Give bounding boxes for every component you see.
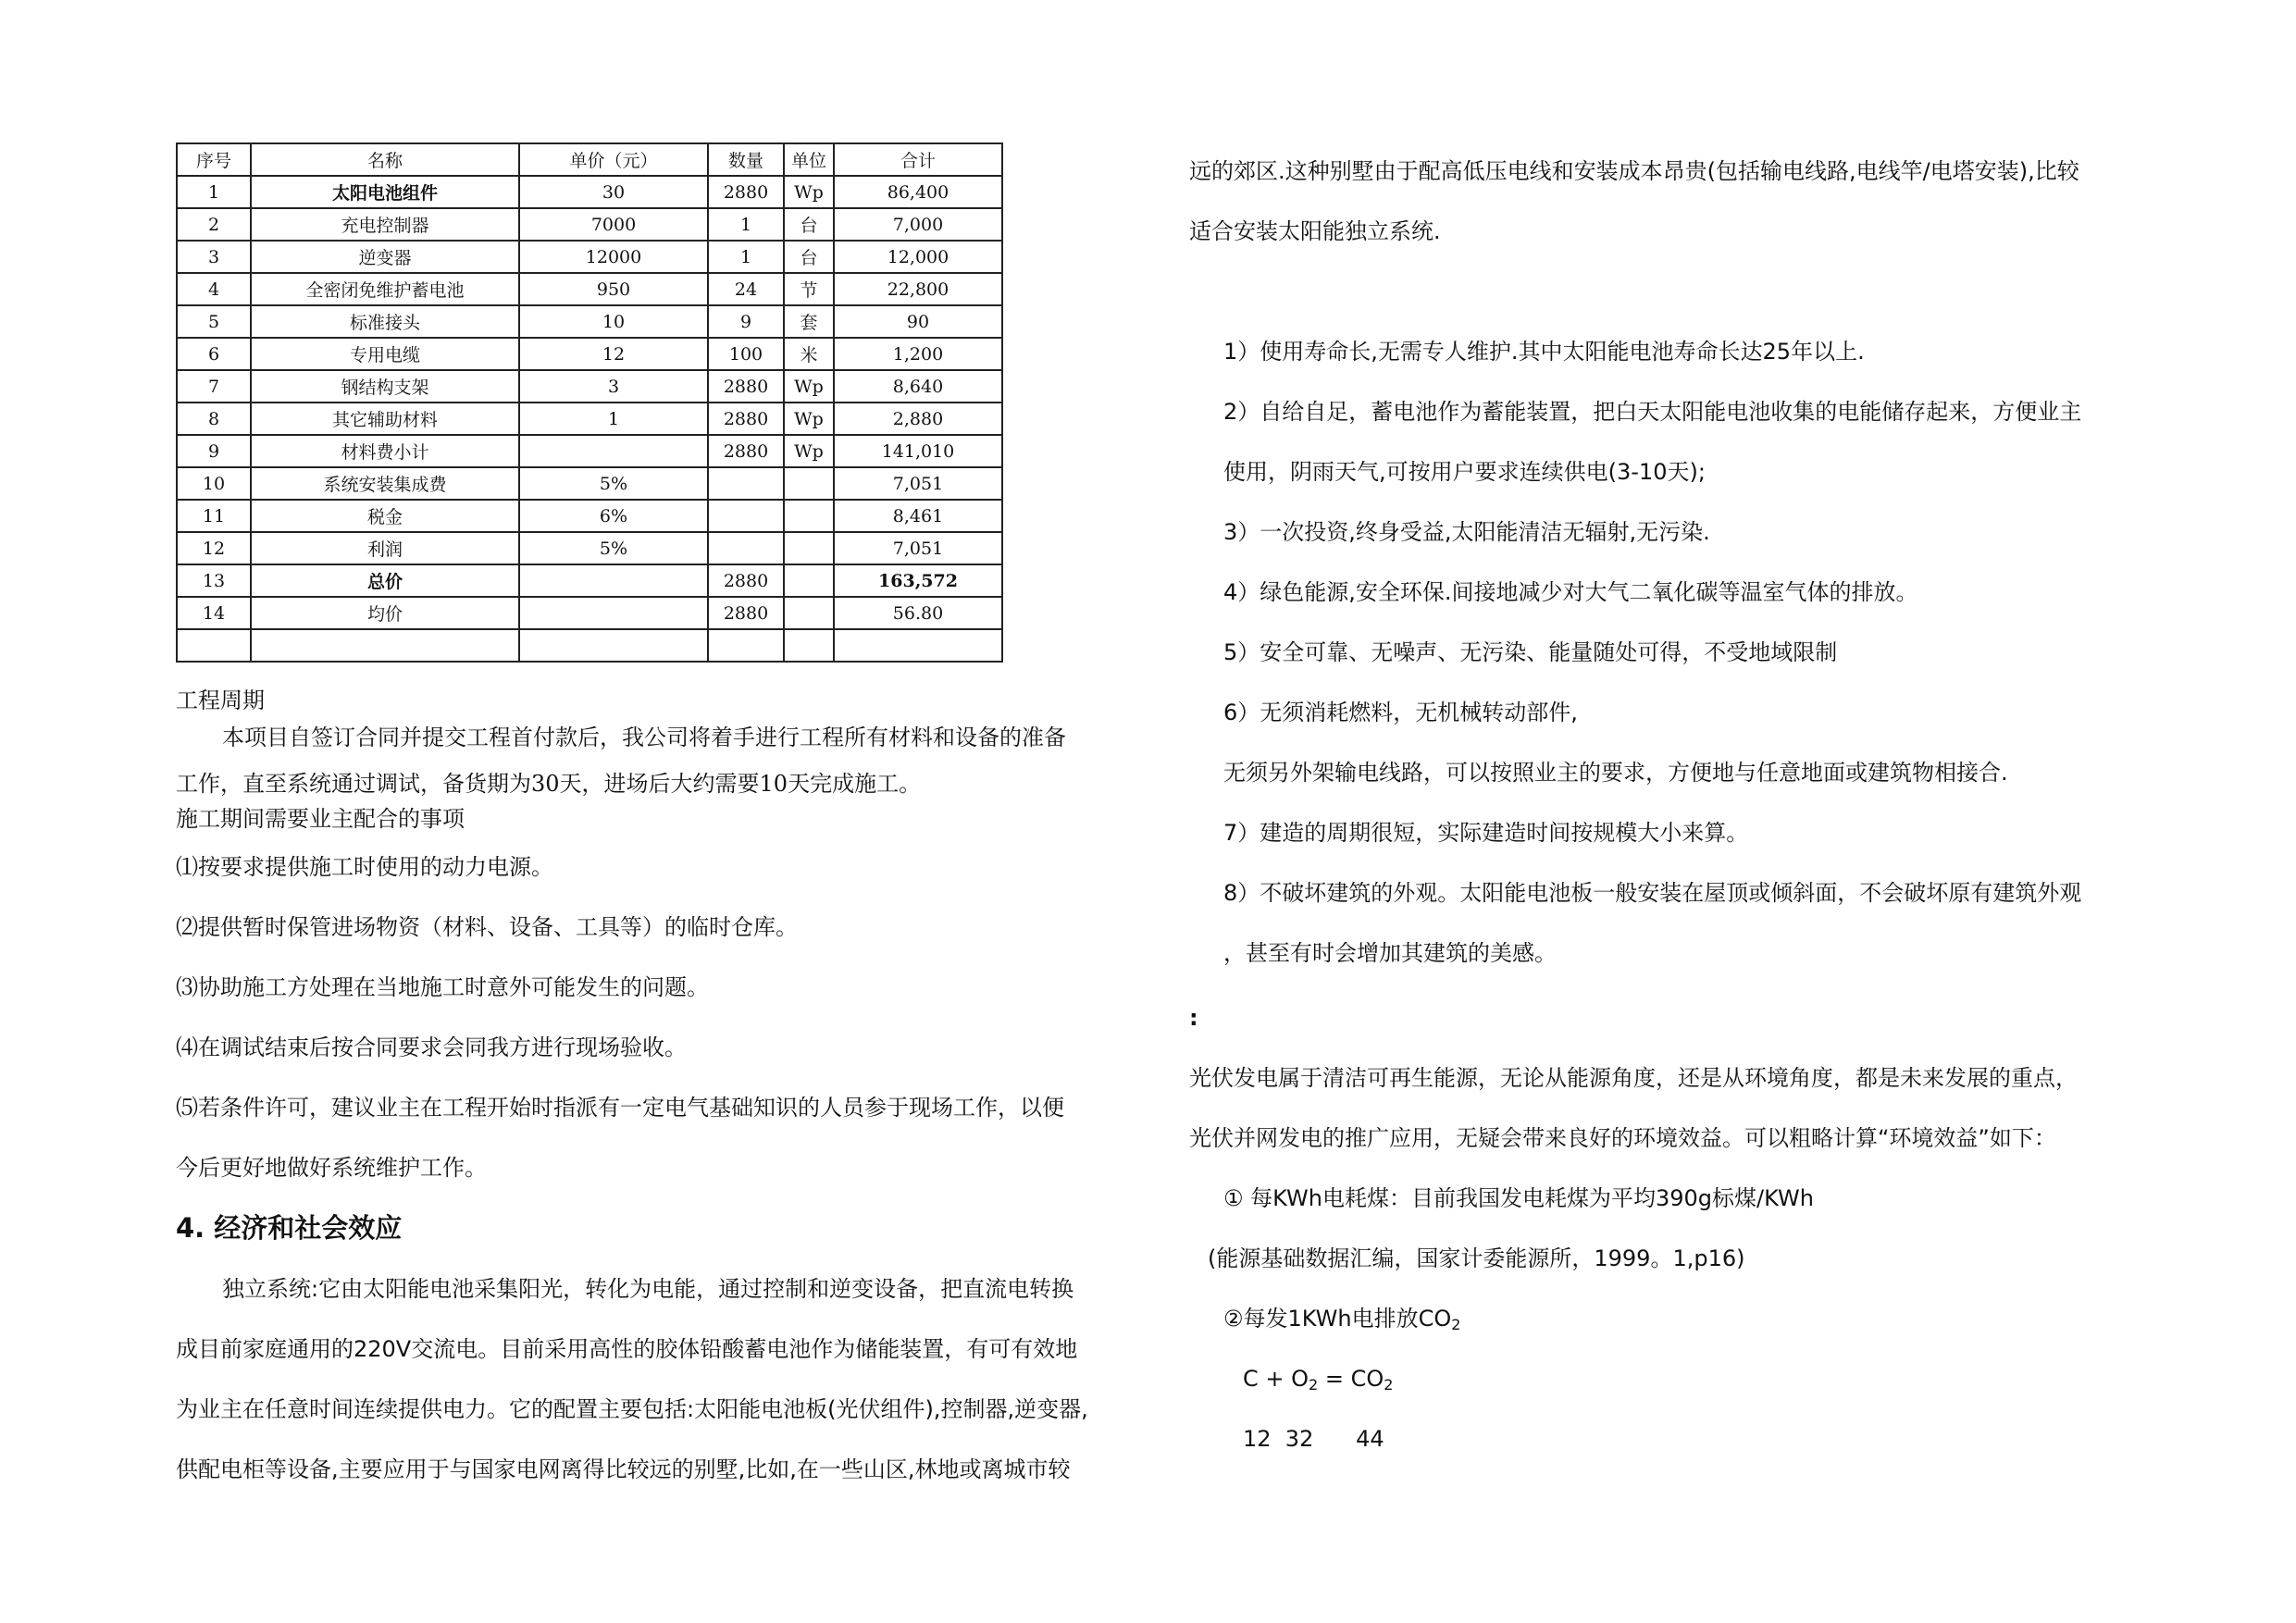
cooperation-item: ⑷在调试结束后按合同要求会同我方进行现场验收。 (176, 1035, 687, 1060)
table-cell: 2880 (708, 370, 784, 403)
table-row (177, 532, 1002, 564)
table-cell: 5% (519, 467, 708, 500)
table-cell (177, 629, 251, 662)
table-cell: 2 (177, 208, 251, 241)
independent-system-line: 适合安装太阳能独立系统. (1189, 218, 1441, 244)
co2-title-line (1223, 1305, 1460, 1332)
table-cell: Wp (784, 176, 834, 208)
table-row (177, 241, 1002, 273)
table-cell: 90 (834, 305, 1002, 338)
benefit-item: 使用，阴雨天气,可按用户要求连续供电(3-10天); (1223, 459, 1706, 485)
table-cell: 台 (784, 208, 834, 241)
table-cell: 全密闭免维护蓄电池 (251, 273, 519, 305)
table-row (177, 403, 1002, 435)
table-cell: 86,400 (834, 176, 1002, 208)
table-cell: 163,572 (834, 564, 1002, 597)
table-cell: 充电控制器 (251, 208, 519, 241)
table-cell: 1 (177, 176, 251, 208)
cooperation-item: ⑶协助施工方处理在当地施工时意外可能发生的问题。 (176, 974, 709, 1000)
table-row (177, 176, 1002, 208)
table-cell: 12000 (519, 241, 708, 273)
table-cell: 1,200 (834, 338, 1002, 370)
table-cell: 56.80 (834, 597, 1002, 629)
cooperation-item: ⑴按要求提供施工时使用的动力电源。 (176, 854, 553, 880)
benefit-item: 无须另外架输电线路，可以按照业主的要求，方便地与任意地面或建筑物相接合. (1223, 760, 2008, 786)
table-cell (784, 500, 834, 532)
independent-system-line: 远的郊区.这种别墅由于配高低压电线和安装成本昂贵(包括输电线路,电线竿/电塔安装),比较 (1189, 158, 2079, 184)
table-cell: 10 (177, 467, 251, 500)
table-cell: 2880 (708, 403, 784, 435)
table-cell: 台 (784, 241, 834, 273)
benefit-item: 1）使用寿命长,无需专人维护.其中太阳能电池寿命长达25年以上. (1223, 339, 1865, 365)
table-cell: 13 (177, 564, 251, 597)
benefit-item: 5）安全可靠、无噪声、无污染、能量随处可得，不受地域限制 (1223, 639, 1838, 665)
table-cell: 100 (708, 338, 784, 370)
table-cell: 标准接头 (251, 305, 519, 338)
table-cell: 10 (519, 305, 708, 338)
table-cell: 税金 (251, 500, 519, 532)
table-cell (708, 500, 784, 532)
environment-paragraph-line: 光伏并网发电的推广应用，无疑会带来良好的环境效益。可以粗略计算“环境效益”如下： (1189, 1125, 2056, 1151)
table-cell: 均价 (251, 597, 519, 629)
table-cell: 节 (784, 273, 834, 305)
table-header-row (177, 143, 1002, 176)
table-cell: 7000 (519, 208, 708, 241)
co2-title-text: ②每发1KWh电排放CO (1223, 1306, 1452, 1332)
table-cell: 1 (708, 208, 784, 241)
cooperation-title: 施工期间需要业主配合的事项 (176, 806, 465, 832)
table-cell (519, 564, 708, 597)
table-cell: 12 (519, 338, 708, 370)
table-cell: 8 (177, 403, 251, 435)
table-row (177, 338, 1002, 370)
period-title: 工程周期 (176, 688, 265, 713)
cooperation-item: 今后更好地做好系统维护工作。 (176, 1155, 487, 1181)
section-heading: 4. 经济和社会效应 (176, 1212, 403, 1244)
table-cell: 6 (177, 338, 251, 370)
table-cell: 3 (519, 370, 708, 403)
table-cell: 2880 (708, 176, 784, 208)
table-row (177, 629, 1002, 662)
benefit-item: 4）绿色能源,安全环保.间接地减少对大气二氧化碳等温室气体的排放。 (1223, 579, 1918, 605)
independent-system-line: 成目前家庭通用的220V交流电。目前采用高性的胶体铅酸蓄电池作为储能装置，有可有效地 (176, 1336, 1078, 1362)
table-cell: 3 (177, 241, 251, 273)
table-cell: 专用电缆 (251, 338, 519, 370)
table-cell: Wp (784, 435, 834, 467)
header-cell: 单位 (784, 143, 834, 176)
table-cell: 7,051 (834, 467, 1002, 500)
table-cell: 141,010 (834, 435, 1002, 467)
header-cell: 名称 (251, 143, 519, 176)
table-cell (708, 467, 784, 500)
table-cell: 14 (177, 597, 251, 629)
benefit-item: 2）自给自足，蓄电池作为蓄能装置，把白天太阳能电池收集的电能储存起来，方便业主 (1223, 399, 2082, 425)
table-cell: 2880 (708, 597, 784, 629)
table-row (177, 597, 1002, 629)
header-cell: 合计 (834, 143, 1002, 176)
table-row (177, 208, 1002, 241)
table-cell: 钢结构支架 (251, 370, 519, 403)
table-cell: 逆变器 (251, 241, 519, 273)
subscript: 2 (1451, 1316, 1461, 1333)
table-cell: 9 (177, 435, 251, 467)
benefit-item: 3）一次投资,终身受益,太阳能清洁无辐射,无污染. (1223, 519, 1710, 545)
chemical-equation (1243, 1365, 1393, 1393)
table-cell: 太阳电池组件 (251, 176, 519, 208)
table-cell: 12,000 (834, 241, 1002, 273)
independent-system-line: 独立系统:它由太阳能电池采集阳光，转化为电能，通过控制和逆变设备，把直流电转换 (222, 1276, 1074, 1302)
table-cell (784, 564, 834, 597)
subscript: 2 (1309, 1376, 1319, 1394)
table-cell: 9 (708, 305, 784, 338)
table-cell: 材料费小计 (251, 435, 519, 467)
environment-paragraph-line: 光伏发电属于清洁可再生能源，无论从能源角度，还是从环境角度，都是未来发展的重点， (1189, 1065, 2078, 1091)
table-row (177, 564, 1002, 597)
table-body (177, 176, 1002, 662)
table-cell: 2880 (708, 564, 784, 597)
independent-system-line: 供配电柜等设备,主要应用于与国家电网离得比较远的别墅,比如,在一些山区,林地或离城市较 (176, 1456, 1071, 1482)
header-cell: 序号 (177, 143, 251, 176)
table-row (177, 435, 1002, 467)
table-cell (834, 629, 1002, 662)
table-cell: 1 (519, 403, 708, 435)
table-cell: 11 (177, 500, 251, 532)
header-cell: 数量 (708, 143, 784, 176)
table-cell (519, 629, 708, 662)
equation-part: C + O (1243, 1366, 1309, 1392)
table-cell: 7,000 (834, 208, 1002, 241)
table-cell: 米 (784, 338, 834, 370)
table-cell: 1 (708, 241, 784, 273)
table-cell (784, 597, 834, 629)
table-cell: 24 (708, 273, 784, 305)
equation-part: = CO (1318, 1366, 1384, 1392)
header-cell: 单价（元） (519, 143, 708, 176)
table-row (177, 305, 1002, 338)
table-cell: 套 (784, 305, 834, 338)
table-cell: 30 (519, 176, 708, 208)
table-cell: 22,800 (834, 273, 1002, 305)
period-paragraph-line: 本项目自签订合同并提交工程首付款后，我公司将着手进行工程所有材料和设备的准备 (222, 725, 1066, 750)
cooperation-item: ⑸若条件许可，建议业主在工程开始时指派有一定电气基础知识的人员参于现场工作，以便 (176, 1095, 1064, 1121)
table-cell: 4 (177, 273, 251, 305)
coal-consumption-line: ① 每KWh电耗煤：目前我国发电耗煤为平均390g标煤/KWh (1223, 1185, 1814, 1211)
table-cell (708, 532, 784, 564)
table-cell: Wp (784, 370, 834, 403)
table-cell (519, 597, 708, 629)
table-cell: 7,051 (834, 532, 1002, 564)
benefit-item: ，甚至有时会增加其建筑的美感。 (1223, 940, 1557, 966)
molar-mass-line: 12 32 44 (1243, 1426, 1384, 1452)
table-cell: 8,461 (834, 500, 1002, 532)
table-row (177, 370, 1002, 403)
table-cell: 5% (519, 532, 708, 564)
table-cell: Wp (784, 403, 834, 435)
table-cell: 2,880 (834, 403, 1002, 435)
coal-source-line: (能源基础数据汇编，国家计委能源所，1999。1,p16) (1208, 1245, 1745, 1271)
table-row (177, 467, 1002, 500)
colon-mark: : (1189, 1005, 1198, 1031)
table-cell (519, 435, 708, 467)
table-cell: 950 (519, 273, 708, 305)
table-row (177, 273, 1002, 305)
table-cell: 7 (177, 370, 251, 403)
table-cell (784, 467, 834, 500)
table-cell: 利润 (251, 532, 519, 564)
benefit-item: 6）无须消耗燃料，无机械转动部件, (1223, 700, 1578, 725)
table-cell: 5 (177, 305, 251, 338)
table-cell (251, 629, 519, 662)
table-cell: 6% (519, 500, 708, 532)
table-cell: 2880 (708, 435, 784, 467)
cooperation-item: ⑵提供暂时保管进场物资（材料、设备、工具等）的临时仓库。 (176, 914, 798, 940)
table-cell (784, 629, 834, 662)
table-cell: 12 (177, 532, 251, 564)
benefit-item: 7）建造的周期很短，实际建造时间按规模大小来算。 (1223, 820, 1749, 846)
table-cell (784, 532, 834, 564)
table-cell (708, 629, 784, 662)
cost-table (176, 142, 1003, 663)
period-paragraph-line: 工作，直至系统通过调试，备货期为30天，进场后大约需要10天完成施工。 (176, 771, 922, 797)
independent-system-line: 为业主在任意时间连续提供电力。它的配置主要包括:太阳能电池板(光伏组件),控制器,逆变器, (176, 1396, 1088, 1422)
benefit-item: 8）不破坏建筑的外观。太阳能电池板一般安装在屋顶或倾斜面，不会破坏原有建筑外观 (1223, 880, 2082, 906)
table-row (177, 500, 1002, 532)
table-cell: 系统安装集成费 (251, 467, 519, 500)
table-cell: 其它辅助材料 (251, 403, 519, 435)
table-cell: 总价 (251, 564, 519, 597)
subscript: 2 (1384, 1376, 1394, 1394)
table-cell: 8,640 (834, 370, 1002, 403)
